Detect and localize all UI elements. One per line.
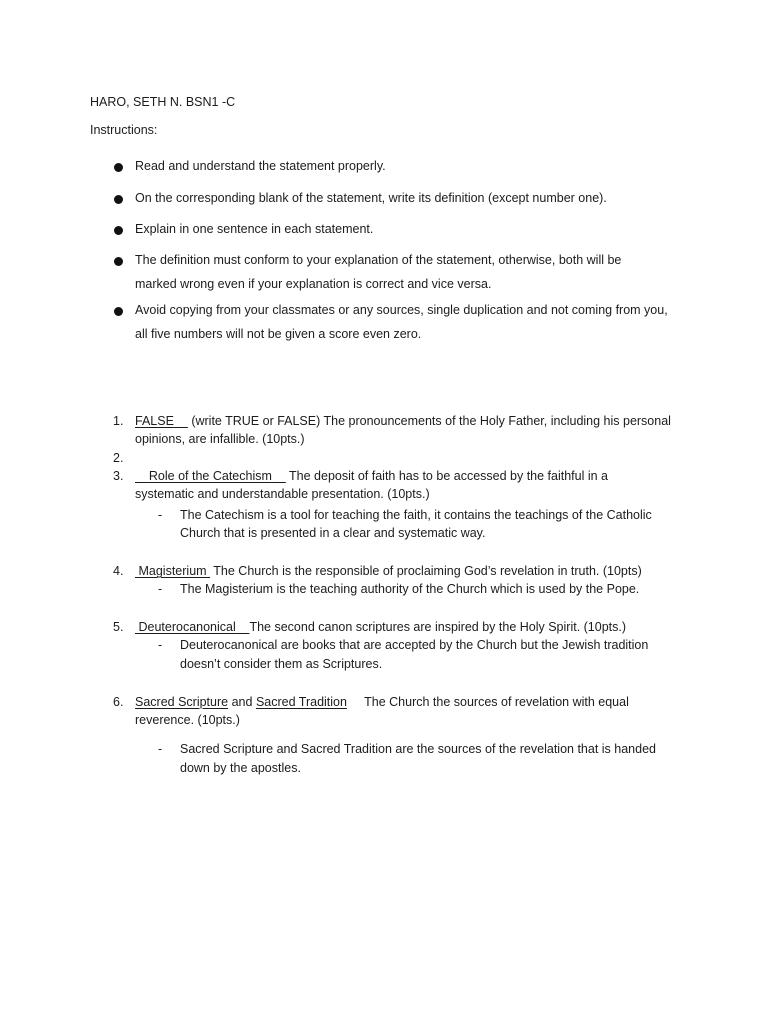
statement-text: The Church the sources of revelation with equal	[364, 695, 629, 709]
item-number: 4.	[113, 564, 124, 578]
statement-text-continued: reverence. (10pts.)	[135, 713, 240, 727]
item-number: 2.	[113, 451, 124, 465]
answer-line	[135, 694, 629, 711]
explanation-text: The Catechism is a tool for teaching the faith, it contains the teachings of the Catholic	[180, 508, 652, 522]
bullet-icon	[114, 195, 123, 204]
statement-text: (write TRUE or FALSE) The pronouncements of the Holy Father, including his personal	[191, 414, 671, 428]
answer-blank	[135, 469, 149, 483]
instructions-label: Instructions:	[90, 123, 158, 137]
answer-text: Sacred Tradition	[255, 695, 347, 709]
explanation-text-continued: doesn’t consider them as Scriptures.	[180, 657, 383, 671]
statement-text-continued: systematic and understandable presentation. (10pts.)	[135, 487, 430, 501]
explanation-text: Deuterocanonical are books that are accepted by the Church but the Jewish tradition	[180, 638, 649, 652]
statement-text-continued: opinions, are infallible. (10pts.)	[135, 432, 305, 446]
answer-text: Deuterocanonical	[138, 620, 236, 634]
bullet-icon	[114, 307, 123, 316]
instruction-item: The definition must conform to your explanation of the statement, otherwise, both will be	[135, 253, 622, 267]
explanation-dash: -	[158, 742, 163, 756]
explanation-text-continued: down by the apostles.	[180, 761, 301, 775]
explanation-text: The Magisterium is the teaching authority of the Church which is used by the Pope.	[180, 582, 640, 596]
instruction-item-continued: marked wrong even if your explanation is correct and vice versa.	[135, 277, 492, 291]
instruction-item: Explain in one sentence in each statement.	[135, 222, 374, 236]
statement-text: The deposit of faith has to be accessed by the faithful in a	[289, 469, 608, 483]
bullet-icon	[114, 163, 123, 172]
conjunction-text: and	[231, 695, 253, 709]
answer-line	[135, 468, 608, 485]
explanation-dash: -	[158, 638, 163, 652]
answer-line	[135, 563, 642, 580]
instruction-item: Avoid copying from your classmates or any sources, single duplication and not coming from you,	[135, 303, 668, 317]
bullet-icon	[114, 257, 123, 266]
answer-line	[135, 619, 626, 636]
item-number: 1.	[113, 414, 124, 428]
answer-text: Sacred Scripture	[135, 695, 229, 709]
answer-text: Role of the Catechism	[148, 469, 272, 483]
explanation-dash: -	[158, 508, 163, 522]
statement-text: The Church is the responsible of proclaiming God’s revelation in truth. (10pts)	[213, 564, 642, 578]
answer-line	[135, 413, 671, 430]
student-name-line: HARO, SETH N. BSN1 -C	[90, 95, 236, 109]
item-number: 5.	[113, 620, 124, 634]
answer-blank	[272, 469, 286, 483]
answer-blank	[174, 414, 188, 428]
answer-text: Magisterium	[138, 564, 207, 578]
bullet-icon	[114, 226, 123, 235]
instruction-item-continued: all five numbers will not be given a score even zero.	[135, 327, 422, 341]
instruction-item: On the corresponding blank of the statement, write its definition (except number one).	[135, 191, 607, 205]
explanation-dash: -	[158, 582, 163, 596]
answer-blank	[207, 564, 210, 578]
explanation-text: Sacred Scripture and Sacred Tradition are the sources of the revelation that is handed	[180, 742, 656, 756]
answer-text: FALSE	[135, 414, 174, 428]
item-number: 6.	[113, 695, 124, 709]
instruction-item: Read and understand the statement properly.	[135, 159, 386, 173]
item-number: 3.	[113, 469, 124, 483]
statement-text: The second canon scriptures are inspired by the Holy Spirit. (10pts.)	[249, 620, 627, 634]
answer-blank	[236, 620, 250, 634]
explanation-text-continued: Church that is presented in a clear and systematic way.	[180, 526, 486, 540]
